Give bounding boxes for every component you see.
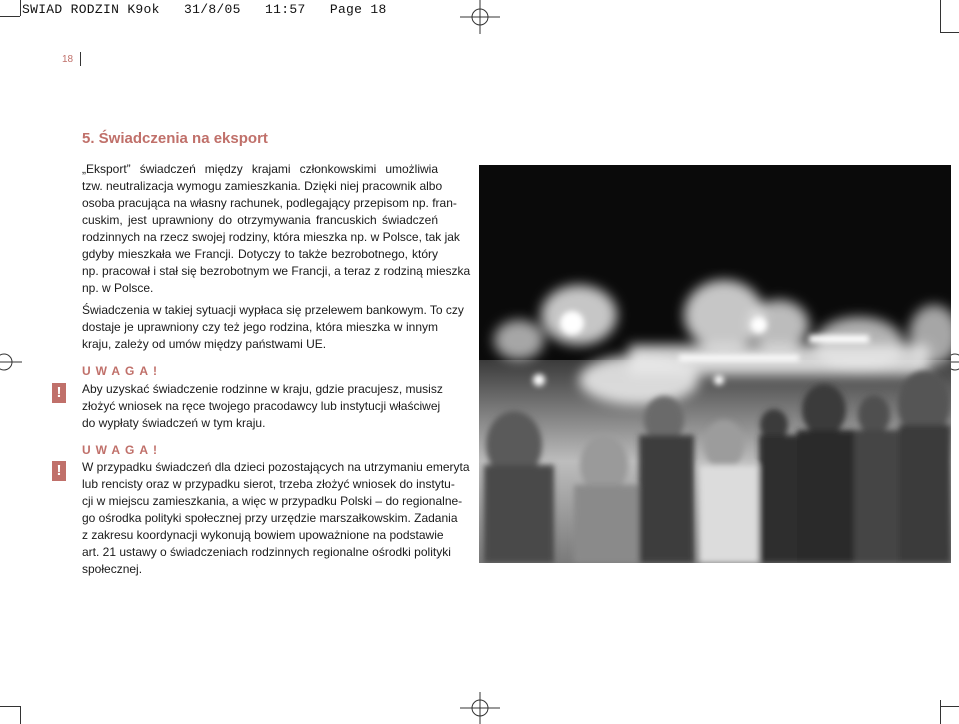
text-line: go ośrodka polityki społecznej przy urzędzie marszałkowskim. Zadania — [82, 511, 458, 525]
paragraph-payment — [82, 302, 464, 353]
print-slug: SWIAD RODZIN K9ok 31/8/05 11:57 Page 18 — [22, 2, 387, 17]
text-line: np. w Polsce. — [82, 281, 154, 295]
text-line: Aby uzyskać świadczenie rodzinne w kraju, gdzie pracujesz, musisz — [82, 382, 443, 396]
text-line: tzw. neutralizacja wymogu zamieszkania. Dzięki niej pracownik albo — [82, 179, 443, 193]
warning-heading: UWAGA! — [82, 364, 162, 378]
text-line: „Eksport” świadczeń między krajami członkowskimi umożliwia — [82, 162, 438, 176]
text-line: rodzinnych na rzecz swojej rodziny, która mieszka np. w Polsce, tak jak — [82, 230, 460, 244]
paragraph-export — [82, 161, 471, 297]
registration-mark-top — [460, 0, 500, 34]
registration-mark-left — [0, 345, 22, 379]
warning-text — [82, 381, 443, 432]
page-number-divider — [80, 52, 81, 66]
text-line: do wypłaty świadczeń w tym kraju. — [82, 416, 266, 430]
text-line: lub rencisty oraz w przypadku sierot, trzeba złożyć wniosek do instytu- — [82, 477, 455, 491]
text-line: gdyby mieszkała we Francji. Dotyczy to także bezrobotnego, który — [82, 247, 438, 261]
section-title: 5. Świadczenia na eksport — [82, 130, 268, 147]
crowd-night-photo — [479, 165, 951, 563]
text-line: Świadczenia w takiej sytuacji wypłaca się przelewem bankowym. To czy — [82, 303, 464, 317]
text-line: art. 21 ustawy o świadczeniach rodzinnych regionalne ośrodki polityki — [82, 545, 451, 559]
warning-text — [82, 459, 470, 578]
text-line: cuskim, jest uprawniony do otrzymywania francuskich świadczeń — [82, 213, 438, 227]
exclamation-icon: ! — [52, 461, 66, 481]
text-line: z zakresu koordynacji wykonują bowiem upoważnione na podstawie — [82, 528, 444, 542]
text-line: osoba pracująca na własny rachunek, podlegający przepisom np. fran- — [82, 196, 457, 210]
text-line: np. pracował i stał się bezrobotnym we Francji, a teraz z rodziną mieszka — [82, 264, 471, 278]
text-line: W przypadku świadczeń dla dzieci pozostających na utrzymaniu emeryta — [82, 460, 470, 474]
page-number: 18 — [62, 54, 74, 65]
registration-mark-bottom — [460, 692, 500, 724]
text-line: społecznej. — [82, 562, 143, 576]
text-line: dostaje je uprawniony czy też jego rodzina, która mieszka w innym — [82, 320, 438, 334]
text-line: kraju, zależy od umów między państwami UE. — [82, 337, 327, 351]
text-line: cji w miejscu zamieszkania, a więc w przypadku Polski – do regionalne- — [82, 494, 463, 508]
text-line: złożyć wniosek na ręce twojego pracodawcy lub instytucji właściwej — [82, 399, 441, 413]
warning-heading: UWAGA! — [82, 443, 162, 457]
exclamation-icon: ! — [52, 383, 66, 403]
